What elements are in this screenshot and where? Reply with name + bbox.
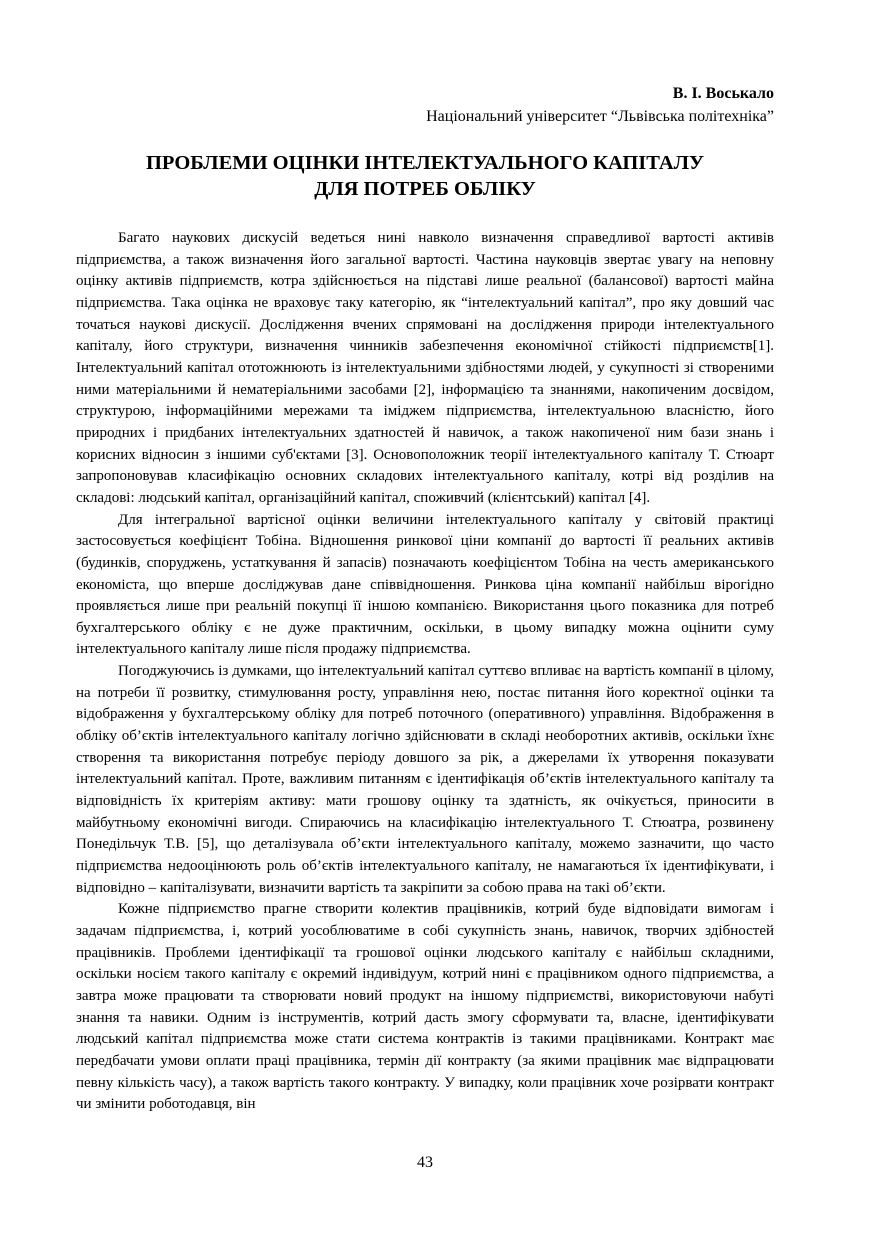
paper-title-line-1: ПРОБЛЕМИ ОЦІНКИ ІНТЕЛЕКТУАЛЬНОГО КАПІТАЛУ <box>145 152 705 174</box>
document-page <box>76 0 774 1240</box>
body-paragraph-1: Багато наукових дискусій ведеться нині навколо визначення справедливої вартості активів підприємства, а також визначення його загальної вартості. Частина науковців звертає увагу на неповну оцінку активів підприємств, котра здійснюється на підставі лише реальної (балансової) вартості майна підприємства. Така оцінка не враховує таку категорію, як “інтелектуальний капітал”, про яку довший час точаться наукові дискусії. Дослідження вчених спрямовані на дослідження природи інтелектуального капіталу, його структури, визначення чинників забезпечення економічної стійкості підприємств[1]. Інтелектуальний капітал ототожнюють із інтелектуальними здібностями людей, у сукупності зі створеними ними матеріальними й нематеріальними засобами [2], інформацією та знаннями, накопиченим досвідом, структурою, інформаційними мережами та іміджем підприємства, інтелектуальною власністю, його природних і придбаних інтелектуальних здатностей й навичок, а також накопиченої ним бази знань і корисних відносин з іншими суб'єктами [3]. Основоположник теорії інтелектуального капіталу Т. Стюарт запропоновував класифікацію основних складових інтелектуального капіталу, котрі від розділив на складові: людський капітал, організаційний капітал, споживчий (клієнтський) капітал [4]. <box>76 230 774 506</box>
paper-title-line-2: ДЛЯ ПОТРЕБ ОБЛІКУ <box>314 178 536 200</box>
page-number: 43 <box>417 1154 433 1171</box>
author-name: В. І. Воськало <box>672 85 774 102</box>
body-paragraph-2: Для інтегральної вартісної оцінки величини інтелектуального капіталу у світовій практиці застосовується коефіцієнт Тобіна. Відношення ринкової ціни компанії до вартості її реальних активів (будинків, споруджень, устаткування й запасів) позначають коефіцієнтом Тобіна на честь американського економіста, що вперше досліджував дане співвідношення. Ринкова ціна компанії найбільш вірогідно проявляється лише при реальній покупці її іншою компанією. Використання цього показника для потреб бухгалтерського обліку є не дуже практичним, оскільки, в цьому випадку можна оцінити суму інтелектуального капіталу лише після продажу підприємства. <box>76 511 774 658</box>
paper-body <box>76 228 774 1116</box>
body-paragraph-4: Кожне підприємство прагне створити колектив працівників, котрий буде відповідати вимогам і задачам підприємства, і, котрий уособлюватиме в собі сукупність знань, навичок, творчих здібностей працівників. Проблеми ідентифікації та грошової оцінки людського капіталу є найбільш складними, оскільки носієм такого капіталу є окремий індивідуум, котрий нині є працівником одного підприємства, а завтра може працювати та створювати новий продукт на іншому підприємстві, використовуючи набуті знання та навики. Одним із інструментів, котрий дасть змогу сформувати та, власне, ідентифікувати людський капітал підприємства може стати система контрактів із такими працівниками. Контракт має передбачати умови оплати праці працівника, термін дії контракту (за якими працівник має відпрацювати певну кількість часу), а також вартість такого контракту. У випадку, коли працівник хоче розірвати контракт чи змінити роботодавця, він <box>76 901 774 1113</box>
body-paragraph-3: Погоджуючись із думками, що інтелектуальний капітал суттєво впливає на вартість компанії в цілому, на потреби її розвитку, стимулювання росту, управління нею, постає питання його коректної оцінки та відображення у бухгалтерському обліку для потреб поточного (оперативного) управління. Відображення в обліку об’єктів інтелектуального капіталу логічно здійснювати в складі необоротних активів, оскільки їхнє створення та використання потребує періоду довшого за рік, а джерелами їх утворення показувати інтелектуальний капітал. Проте, важливим питанням є ідентифікація об’єктів інтелектуального капіталу та відповідність їх критеріям активу: мати грошову оцінку та здатність, як очікується, приносити в майбутньому економічні вигоди. Спираючись на класифікацію інтелектуального Т. Стюатра, розвинену Понедільчук Т.В. [5], що деталізувала об’єкти інтелектуального капіталу, можемо зазначити, що часто підприємства недооцінюють роль об’єктів інтелектуального капіталу, не намагаються їх ідентифікувати, і відповідно – капіталізувати, визначити вартість та закріпити за собою права на такі об’єкти. <box>76 663 774 896</box>
paper-title <box>76 150 774 202</box>
author-affiliation: Національний університет “Львівська політехніка” <box>426 108 774 125</box>
